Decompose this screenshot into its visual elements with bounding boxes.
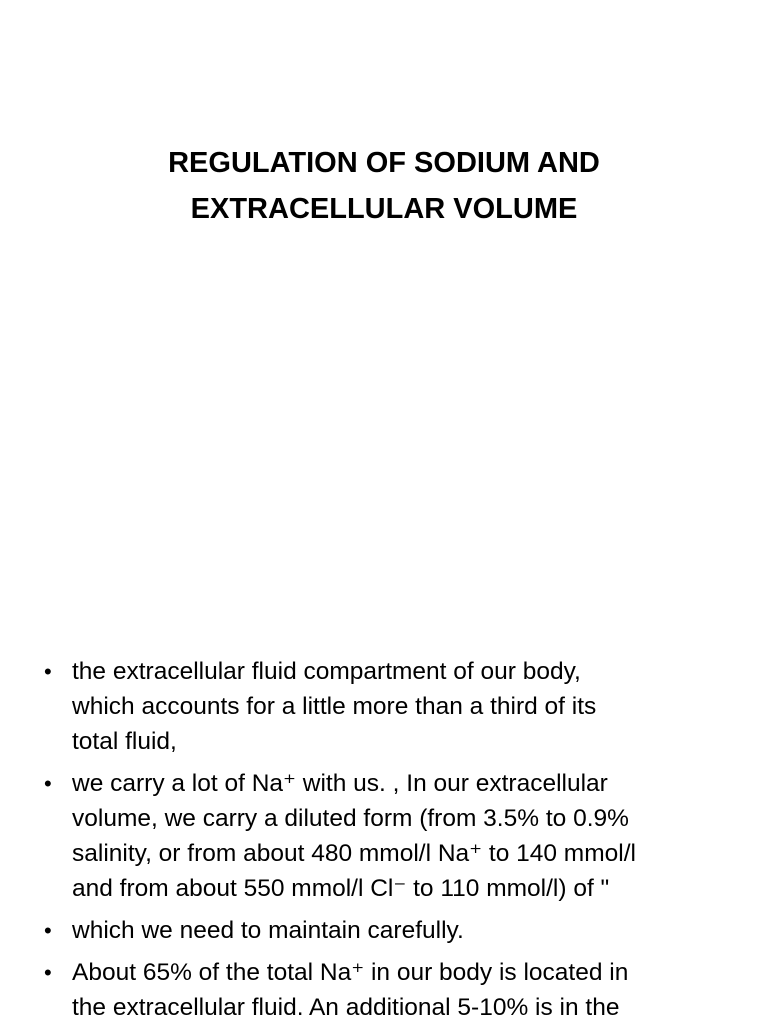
bullet-4-line-2: the extracellular fluid. An additional 5-10% is in the — [72, 994, 620, 1021]
bullet-1-line-2: which accounts for a little more than a third of its — [72, 693, 597, 720]
bullet-dot-icon: • — [44, 771, 52, 796]
bullet-1-line-1: the extracellular fluid compartment of our body, — [72, 658, 581, 685]
bullet-1-line-3: total fluid, — [72, 728, 177, 755]
bullet-item-2 — [44, 766, 734, 906]
bullet-dot-icon: • — [44, 659, 52, 684]
bullet-item-4 — [44, 955, 734, 1025]
bullet-4-line-1: About 65% of the total Na⁺ in our body is located in — [72, 959, 629, 986]
slide-title-line-2: EXTRACELLULAR VOLUME — [190, 193, 578, 225]
bullet-2-line-1: we carry a lot of Na⁺ with us. , In our extracellular — [72, 770, 608, 797]
bullet-2-line-3: salinity, or from about 480 mmol/l Na⁺ to 140 mmol/l — [72, 840, 636, 867]
bullet-2-line-2: volume, we carry a diluted form (from 3.5% to 0.9% — [72, 805, 629, 832]
bullet-2-line-4: and from about 550 mmol/l Cl⁻ to 110 mmol/l) of " — [72, 875, 610, 902]
bullet-item-3 — [44, 913, 734, 948]
bullet-dot-icon: • — [44, 960, 52, 985]
bullet-dot-icon: • — [44, 918, 52, 943]
slide-title-line-1: REGULATION OF SODIUM AND — [168, 147, 600, 179]
bullet-item-1 — [44, 654, 734, 759]
bullet-3-line-1: which we need to maintain carefully. — [72, 917, 464, 944]
bullet-list — [44, 654, 734, 1032]
slide-title — [60, 140, 708, 232]
